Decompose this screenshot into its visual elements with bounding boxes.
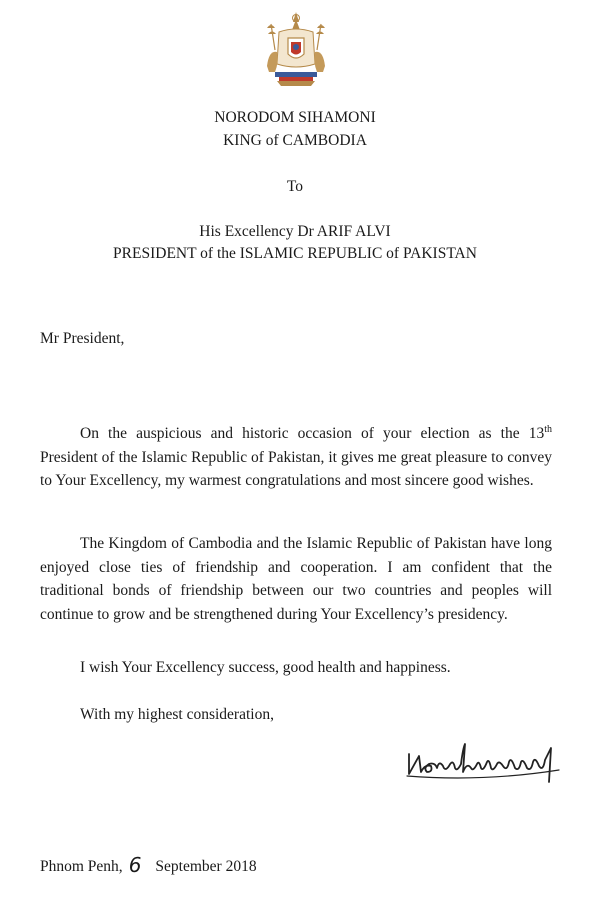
- p1-ordinal-suffix: th: [544, 424, 552, 435]
- royal-emblem-icon: [261, 10, 331, 88]
- salutation: Mr President,: [40, 330, 125, 347]
- body-paragraph-1: [40, 418, 552, 493]
- p1-ordinal-number: 13: [528, 425, 545, 443]
- date-day: 6: [128, 853, 142, 877]
- recipient-name: His Excellency Dr ARIF ALVI: [199, 223, 391, 240]
- place: Phnom Penh,: [40, 858, 123, 875]
- place-and-date: [40, 852, 257, 879]
- p1-text-end: President of the Islamic Republic of Pakistan, it gives me great pleasure to convey to Your Excellency, my warmest congratulations and most sincere good wishes.: [40, 448, 552, 490]
- signature-image: [403, 738, 573, 788]
- to-label: To: [286, 178, 304, 195]
- body-paragraph-2: The Kingdom of Cambodia and the Islamic Republic of Pakistan have long enjoyed close ties of friendship and cooperation. I am confident that the traditional bonds of friendship between our two countries and peoples will continue to grow and be strengthened during Your Excellency’s presidency.: [40, 535, 552, 623]
- date-month-year: September 2018: [155, 858, 257, 875]
- body-paragraph-3: I wish Your Excellency success, good health and happiness.: [80, 659, 451, 676]
- sender-name: NORODOM SIHAMONI: [214, 109, 376, 126]
- p1-text-start: On the auspicious and historic occasion of your election as the: [80, 425, 529, 443]
- closing-line: With my highest consideration,: [80, 706, 274, 723]
- sender-title: KING of CAMBODIA: [223, 132, 367, 149]
- recipient-title: PRESIDENT of the ISLAMIC REPUBLIC of PAKISTAN: [113, 245, 477, 262]
